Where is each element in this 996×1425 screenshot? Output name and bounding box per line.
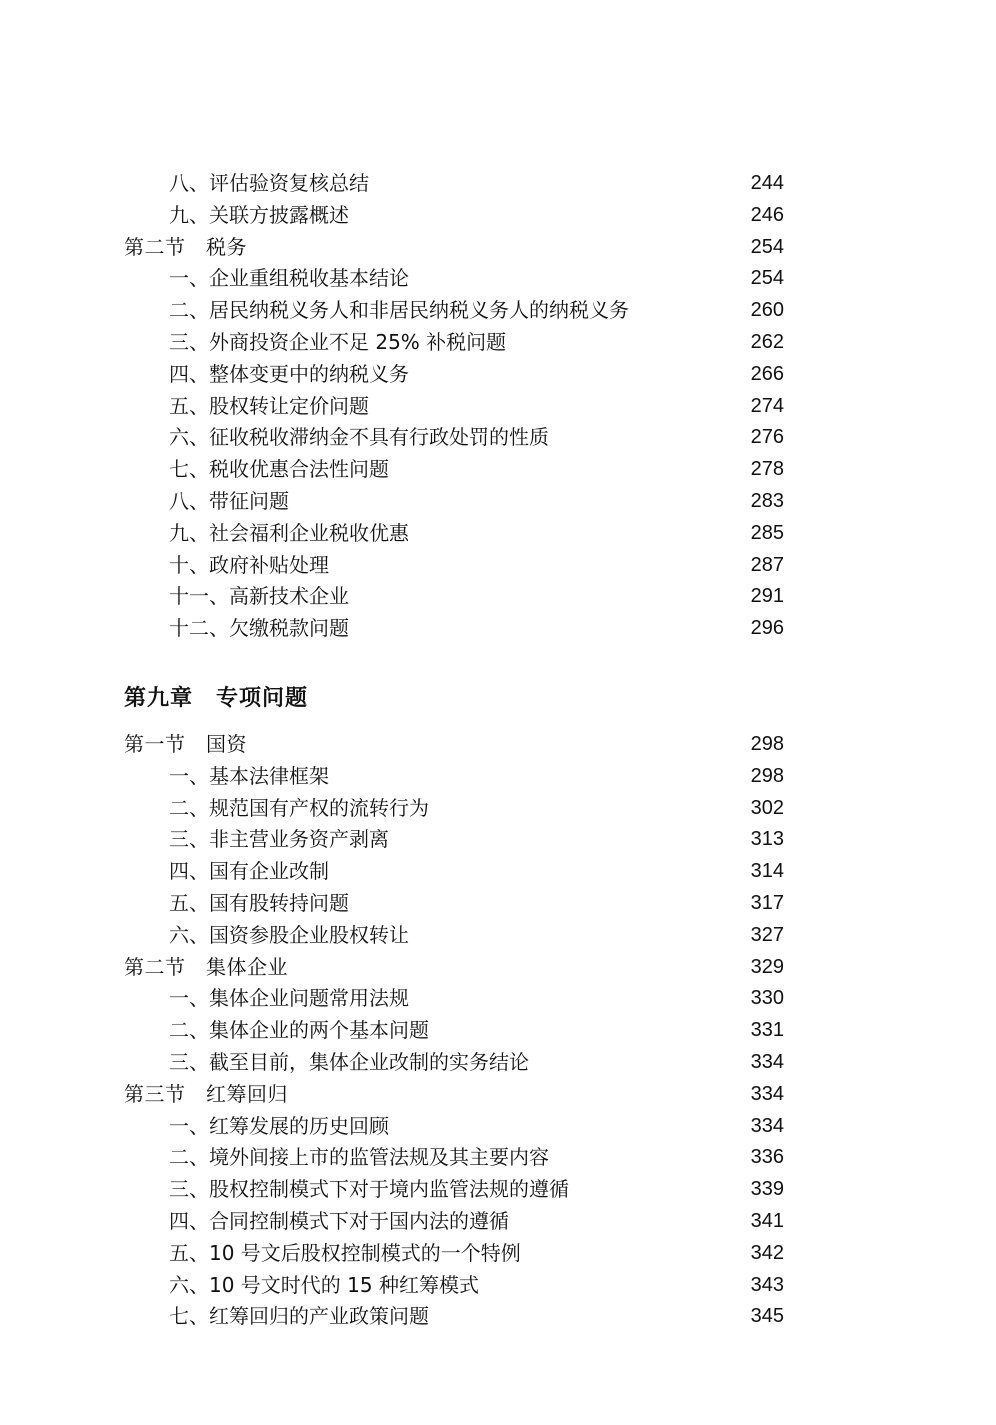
toc-item-row bbox=[124, 888, 784, 920]
toc-page-number: 334 bbox=[750, 1050, 784, 1073]
toc-item-row bbox=[124, 391, 784, 423]
toc-section-row bbox=[124, 232, 784, 264]
toc-entry-title: 六、征收税收滞纳金不具有行政处罚的性质 bbox=[169, 425, 549, 450]
toc-entry-title: 第一节 国资 bbox=[124, 731, 247, 756]
toc-page-number: 285 bbox=[750, 521, 784, 544]
toc-page-number: 317 bbox=[750, 891, 784, 914]
toc-entry-title: 一、企业重组税收基本结论 bbox=[169, 266, 409, 291]
toc-item-row bbox=[124, 200, 784, 232]
toc-item-row bbox=[124, 793, 784, 825]
toc-entry-title: 五、10 号文后股权控制模式的一个特例 bbox=[169, 1240, 521, 1265]
toc-item-row bbox=[124, 920, 784, 952]
toc-page-number: 336 bbox=[750, 1146, 784, 1169]
toc-entry-title: 一、基本法律框架 bbox=[169, 763, 329, 788]
toc-entry-title: 八、带征问题 bbox=[169, 488, 289, 513]
toc-entry-title: 二、居民纳税义务人和非居民纳税义务人的纳税义务 bbox=[169, 298, 629, 323]
toc-entry-title: 四、国有企业改制 bbox=[169, 859, 329, 884]
toc-page-number: 287 bbox=[750, 553, 784, 576]
toc-entry-title: 四、整体变更中的纳税义务 bbox=[169, 361, 409, 386]
toc-item-row bbox=[124, 518, 784, 550]
toc-entry-title: 三、截至目前，集体企业改制的实务结论 bbox=[169, 1049, 529, 1074]
toc-entry-title: 一、集体企业问题常用法规 bbox=[169, 986, 409, 1011]
toc-page-number: 278 bbox=[750, 458, 784, 481]
toc-page-number: 302 bbox=[750, 796, 784, 819]
toc-entry-title: 九、社会福利企业税收优惠 bbox=[169, 520, 409, 545]
toc-entry-title: 五、股权转让定价问题 bbox=[169, 393, 369, 418]
toc-item-row bbox=[124, 263, 784, 295]
toc-entry-title: 五、国有股转持问题 bbox=[169, 890, 349, 915]
toc-page-number: 262 bbox=[750, 330, 784, 353]
toc-entry-title: 三、非主营业务资产剥离 bbox=[169, 827, 389, 852]
toc-entry-title: 第二节 税务 bbox=[124, 234, 247, 259]
toc-section-row bbox=[124, 729, 784, 761]
toc-entry-title: 七、红筹回归的产业政策问题 bbox=[169, 1304, 429, 1329]
toc-item-row bbox=[124, 581, 784, 613]
toc-page-number: 342 bbox=[750, 1241, 784, 1264]
toc-entry-title: 四、合同控制模式下对于国内法的遵循 bbox=[169, 1208, 509, 1233]
toc-page-number: 266 bbox=[750, 362, 784, 385]
toc-page-number: 260 bbox=[750, 299, 784, 322]
toc-page-number: 314 bbox=[750, 860, 784, 883]
toc-item-row bbox=[124, 613, 784, 645]
toc-item-row bbox=[124, 1206, 784, 1238]
toc-page-number: 343 bbox=[750, 1273, 784, 1296]
toc-item-row bbox=[124, 1015, 784, 1047]
toc-item-row bbox=[124, 550, 784, 582]
toc-page-number: 341 bbox=[750, 1209, 784, 1232]
toc-page-number: 244 bbox=[750, 172, 784, 194]
toc-page-number: 276 bbox=[750, 426, 784, 449]
toc-item-row bbox=[124, 1142, 784, 1174]
toc-page-number: 345 bbox=[750, 1305, 784, 1328]
toc-item-row bbox=[124, 486, 784, 518]
toc-page-number: 298 bbox=[750, 732, 784, 755]
toc-entry-title: 九、关联方披露概述 bbox=[169, 202, 349, 227]
toc-item-row bbox=[124, 168, 784, 200]
toc-item-row bbox=[124, 359, 784, 391]
toc-item-row bbox=[124, 327, 784, 359]
toc-item-row bbox=[124, 295, 784, 327]
toc-page-number: 298 bbox=[750, 764, 784, 787]
toc-page-number: 254 bbox=[750, 267, 784, 290]
toc-item-row bbox=[124, 454, 784, 486]
toc-page-number: 327 bbox=[750, 923, 784, 946]
toc-page-number: 339 bbox=[750, 1178, 784, 1201]
toc-page-number: 291 bbox=[750, 585, 784, 608]
toc-item-row bbox=[124, 1270, 784, 1302]
toc-page-number: 296 bbox=[750, 617, 784, 640]
toc-page-number: 246 bbox=[750, 203, 784, 226]
toc-entry-title: 二、集体企业的两个基本问题 bbox=[169, 1018, 429, 1043]
toc-page-number: 274 bbox=[750, 394, 784, 417]
toc-item-row bbox=[124, 824, 784, 856]
toc-page-number: 329 bbox=[750, 955, 784, 978]
toc-page-number: 283 bbox=[750, 489, 784, 512]
toc-entry-title: 二、规范国有产权的流转行为 bbox=[169, 795, 429, 820]
toc-item-row bbox=[124, 856, 784, 888]
toc-item-row bbox=[124, 1174, 784, 1206]
toc-section-row bbox=[124, 952, 784, 984]
toc-page-number: 330 bbox=[750, 987, 784, 1010]
toc-entry-title: 七、税收优惠合法性问题 bbox=[169, 457, 389, 482]
toc-page-number: 334 bbox=[750, 1114, 784, 1137]
toc-item-row bbox=[124, 1238, 784, 1270]
toc-page-number: 334 bbox=[750, 1082, 784, 1105]
toc-item-row bbox=[124, 1047, 784, 1079]
chapter-heading: 第九章 专项问题 bbox=[124, 685, 309, 711]
toc-entry-title: 三、股权控制模式下对于境内监管法规的遵循 bbox=[169, 1177, 569, 1202]
toc-page-number: 254 bbox=[750, 235, 784, 258]
toc-entry-title: 六、国资参股企业股权转让 bbox=[169, 922, 409, 947]
toc-page-number: 331 bbox=[750, 1019, 784, 1042]
toc-item-row bbox=[124, 1301, 784, 1333]
toc-page-number: 313 bbox=[750, 828, 784, 851]
toc-entry-title: 第二节 集体企业 bbox=[124, 954, 288, 979]
toc-group-tax bbox=[124, 168, 784, 645]
toc-section-row bbox=[124, 1079, 784, 1111]
toc-entry-title: 十、政府补贴处理 bbox=[169, 552, 329, 577]
toc-entry-title: 二、境外间接上市的监管法规及其主要内容 bbox=[169, 1145, 549, 1170]
toc-item-row bbox=[124, 761, 784, 793]
toc-entry-title: 十一、高新技术企业 bbox=[169, 584, 349, 609]
toc-item-row bbox=[124, 983, 784, 1015]
toc-group-special-issues bbox=[124, 729, 784, 1333]
table-of-contents bbox=[124, 168, 784, 1333]
toc-entry-title: 三、外商投资企业不足 25% 补税问题 bbox=[169, 329, 507, 354]
toc-entry-title: 八、评估验资复核总结 bbox=[169, 171, 369, 195]
toc-item-row bbox=[124, 1111, 784, 1143]
toc-entry-title: 一、红筹发展的历史回顾 bbox=[169, 1113, 389, 1138]
toc-entry-title: 十二、欠缴税款问题 bbox=[169, 616, 349, 641]
toc-entry-title: 六、10 号文时代的 15 种红筹模式 bbox=[169, 1272, 479, 1297]
toc-item-row bbox=[124, 422, 784, 454]
toc-entry-title: 第三节 红筹回归 bbox=[124, 1081, 288, 1106]
